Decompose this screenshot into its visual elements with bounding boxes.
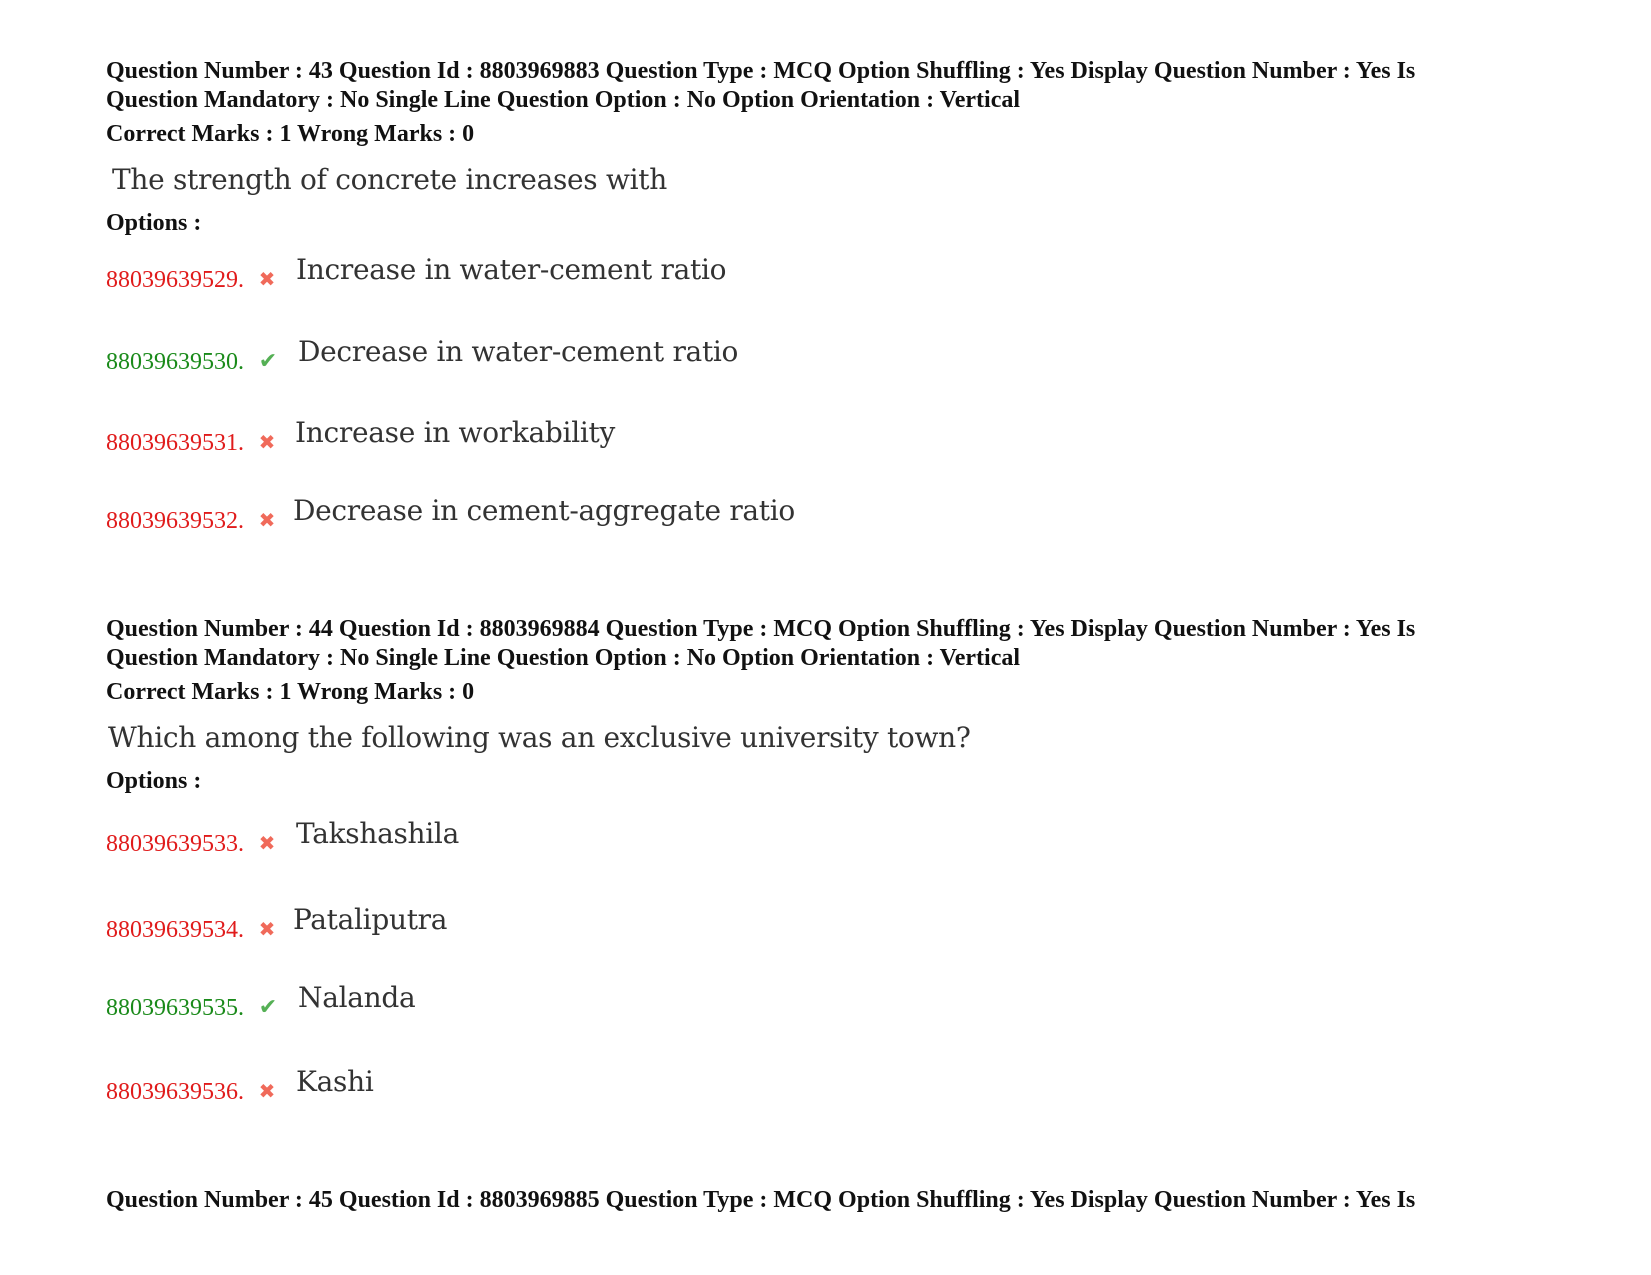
check-icon: ✔ [258,994,278,1020]
question-meta-line-1: Question Number : 43 Question Id : 8803969883 Question Type : MCQ Option Shuffling : Yes Display Question Number : Yes Is [106,58,1416,84]
option-id: 88039639531. [106,430,244,456]
options-label: Options : [106,768,202,794]
option-id: 88039639532. [106,508,244,534]
option-text: Takshashila [296,817,459,850]
option-item [106,818,1006,858]
option-item [106,495,1006,535]
option-id: 88039639536. [106,1079,244,1105]
options-label: Options : [106,210,202,236]
cross-icon: ✖ [258,1079,276,1103]
option-item [106,254,1006,294]
cross-icon: ✖ [258,430,276,454]
option-id: 88039639533. [106,831,244,857]
question-text: Which among the following was an exclusive university town? [108,721,971,754]
question-meta-line-2: Question Mandatory : No Single Line Question Option : No Option Orientation : Vertical [106,645,1021,671]
option-item [106,417,1006,457]
option-text: Increase in water-cement ratio [296,253,727,286]
check-icon: ✔ [258,348,278,374]
cross-icon: ✖ [258,831,276,855]
option-id: 88039639535. [106,995,244,1021]
option-item [106,1066,1006,1106]
option-text: Decrease in cement-aggregate ratio [293,494,795,527]
option-id: 88039639530. [106,349,244,375]
question-text: The strength of concrete increases with [112,163,667,196]
question-marks: Correct Marks : 1 Wrong Marks : 0 [106,121,475,147]
cross-icon: ✖ [258,267,276,291]
option-text: Increase in workability [295,416,615,449]
option-text: Kashi [296,1065,374,1098]
question-block-43 [106,57,1526,237]
option-text: Nalanda [298,981,416,1014]
question-marks: Correct Marks : 1 Wrong Marks : 0 [106,679,475,705]
question-meta-line-1: Question Number : 45 Question Id : 8803969885 Question Type : MCQ Option Shuffling : Yes Display Question Number : Yes Is [106,1187,1416,1213]
question-block-44 [106,615,1526,795]
question-block-45 [106,1186,1526,1215]
cross-icon: ✖ [258,917,276,941]
option-id: 88039639529. [106,267,244,293]
option-text: Pataliputra [293,903,448,936]
option-item [106,904,1006,944]
cross-icon: ✖ [258,508,276,532]
option-item [106,982,1006,1022]
question-meta-line-1: Question Number : 44 Question Id : 8803969884 Question Type : MCQ Option Shuffling : Yes Display Question Number : Yes Is [106,616,1416,642]
option-item [106,336,1006,376]
option-text: Decrease in water-cement ratio [298,335,739,368]
option-id: 88039639534. [106,917,244,943]
question-meta-line-2: Question Mandatory : No Single Line Question Option : No Option Orientation : Vertical [106,87,1021,113]
